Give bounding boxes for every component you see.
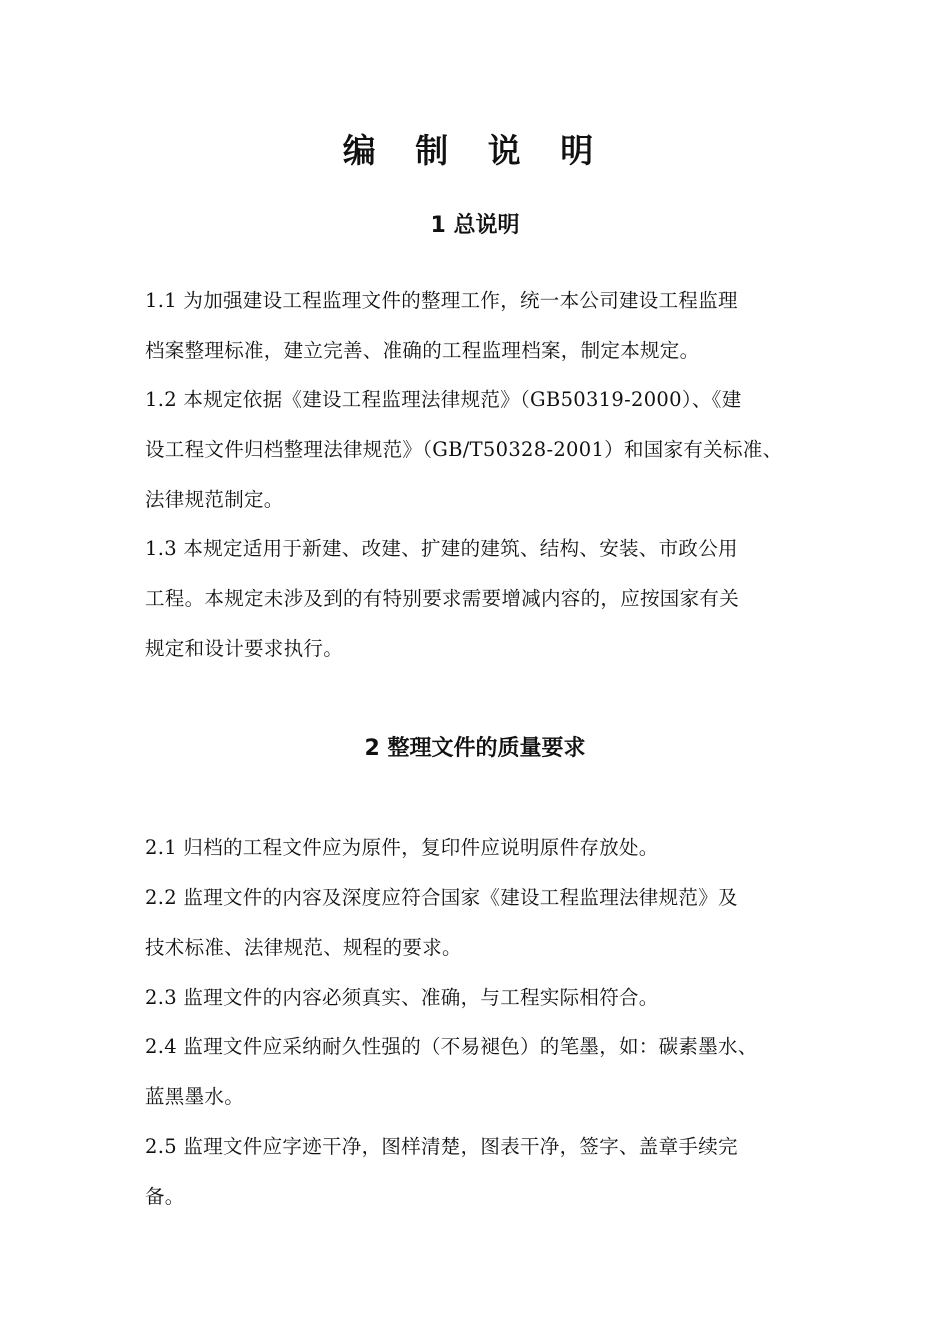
paragraph-2-4 [145,1022,835,1122]
paragraph-2-5 [145,1122,835,1222]
paragraph-2-3 [145,973,835,1023]
section-heading-general: 1 总说明 [430,213,520,238]
paragraph-line: 2.2 监理文件的内容及深度应符合国家《建设工程监理法律规范》及 [145,886,738,909]
paragraph-1-3 [145,524,835,674]
paragraph-line: 2.5 监理文件应字迹干净，图样清楚，图表干净，签字、盖章手续完 [145,1135,738,1158]
paragraph-line: 设工程文件归档整理法律规范》（GB/T50328-2001）和国家有关标准、 [145,438,783,461]
paragraph-1-1 [145,276,835,376]
paragraph-line: 2.3 监理文件的内容必须真实、准确，与工程实际相符合。 [145,986,659,1009]
paragraph-line: 技术标准、法律规范、规程的要求。 [145,936,462,959]
paragraph-2-2 [145,873,835,973]
paragraph-line: 规定和设计要求执行。 [145,637,344,660]
paragraph-line: 蓝黑墨水。 [145,1085,245,1108]
paragraph-line: 1.3 本规定适用于新建、改建、扩建的建筑、结构、安装、市政公用 [145,537,738,560]
paragraph-line: 2.4 监理文件应采纳耐久性强的（不易褪色）的笔墨，如：碳素墨水、 [145,1035,758,1058]
paragraph-line: 1.2 本规定依据《建设工程监理法律规范》（GB50319-2000）、《建 [145,388,742,411]
paragraph-1-2 [145,375,835,525]
section-heading-quality-requirements: 2 整理文件的质量要求 [364,736,586,761]
paragraph-line: 2.1 归档的工程文件应为原件，复印件应说明原件存放处。 [145,836,659,859]
paragraph-line: 法律规范制定。 [145,488,284,511]
paragraph-line: 档案整理标准，建立完善、准确的工程监理档案，制定本规定。 [145,339,700,362]
document-title: 编 制 说 明 [342,131,608,170]
paragraph-2-1 [145,823,835,873]
paragraph-line: 工程。本规定未涉及到的有特别要求需要增减内容的，应按国家有关 [145,587,740,610]
paragraph-line: 1.1 为加强建设工程监理文件的整理工作，统一本公司建设工程监理 [145,289,738,312]
paragraph-line: 备。 [145,1185,185,1208]
